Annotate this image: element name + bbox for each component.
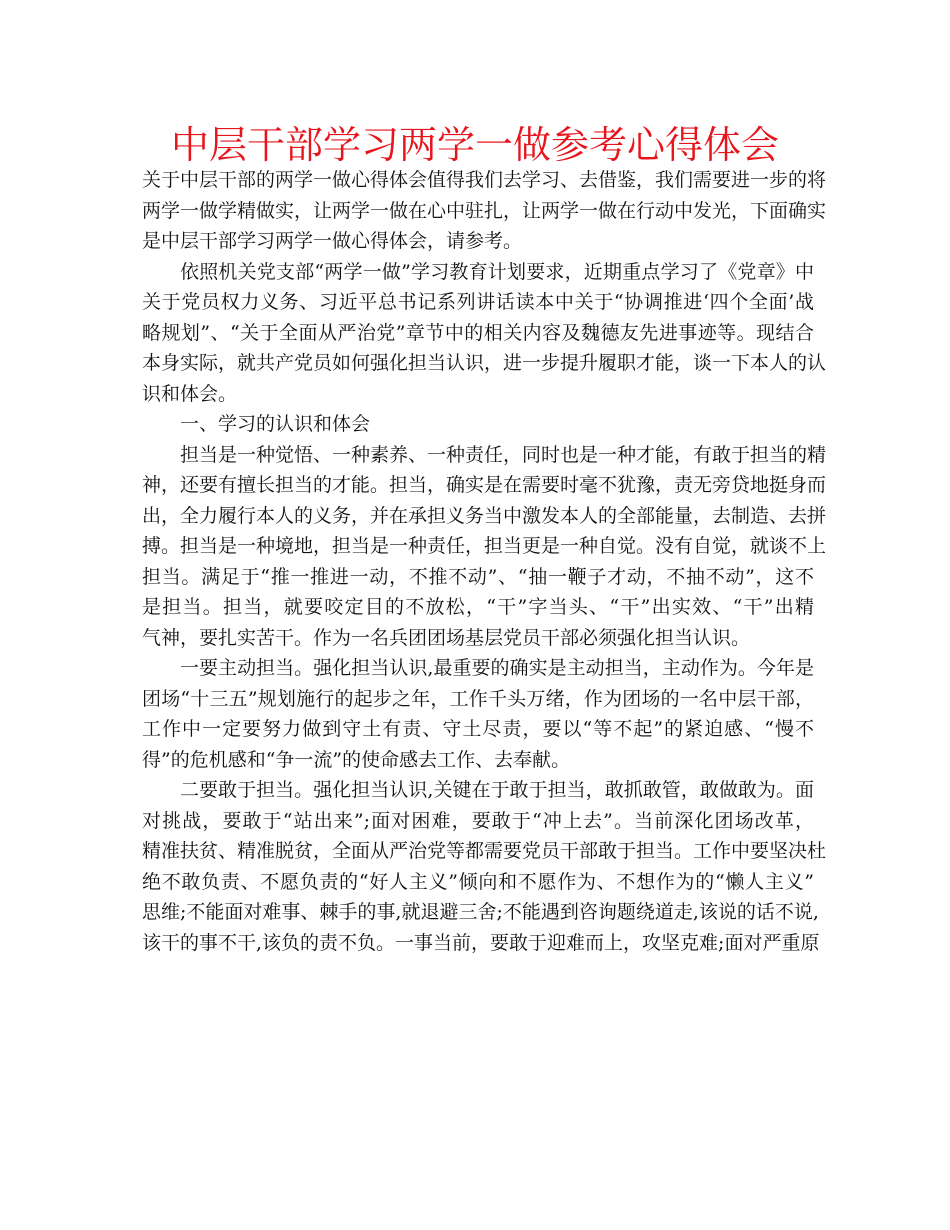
paragraph-line: 团场“十三五”规划施行的起步之年，工作千头万绪，作为团场的一名中层干部， xyxy=(142,687,814,710)
paragraph-line: 思维;不能面对难事、棘手的事,就退避三舍;不能遇到咨询题绕道走,该说的话不说, xyxy=(142,901,819,923)
document-body xyxy=(142,165,827,958)
paragraph-line: 一要主动担当。强化担当认识,最重要的确实是主动担当，主动作为。今年是 xyxy=(180,657,814,679)
paragraph-line: 担当。满足于“推一推进一动，不推不动”、“抽一鞭子才动，不抽不动”，这不 xyxy=(142,565,814,588)
paragraph-line: 关于中层干部的两学一做心得体会值得我们去学习、去借鉴，我们需要进一步的将 xyxy=(142,169,827,191)
document-title: 中层干部学习两学一做参考心得体会 xyxy=(170,123,779,167)
paragraph-line: 一、学习的认识和体会 xyxy=(180,413,371,435)
paragraph-line: 搏。担当是一种境地，担当是一种责任，担当更是一种自觉。没有自觉，就谈不上 xyxy=(142,535,827,557)
paragraph-line: 绝不敢负责、不愿负责的“好人主义”倾向和不愿作为、不想作为的“懒人主义” xyxy=(142,870,814,893)
paragraph-line: 精准扶贫、精准脱贫，全面从严治党等都需要党员干部敢于担当。工作中要坚决杜 xyxy=(142,840,827,862)
paragraph xyxy=(142,775,827,958)
paragraph xyxy=(142,653,814,775)
paragraph-line: 出，全力履行本人的义务，并在承担义务当中激发本人的全部能量，去制造、去拼 xyxy=(142,504,827,527)
paragraph xyxy=(142,409,814,440)
paragraph-line: 气神，要扎实苦干。作为一名兵团团场基层党员干部必须强化担当认识。 xyxy=(142,626,751,649)
paragraph-line: 担当是一种觉悟、一种素养、一种责任，同时也是一种才能，有敢于担当的精 xyxy=(180,443,827,466)
paragraph xyxy=(142,257,827,410)
paragraph-line: 工作中一定要努力做到守土有责、守土尽责，要以“等不起”的紧迫感、“慢不 xyxy=(142,718,814,740)
paragraph-line: 关于党员权力义务、习近平总书记系列讲话读本中关于“协调推进‘四个全面’战 xyxy=(142,291,814,313)
paragraph-line: 是中层干部学习两学一做心得体会，请参考。 xyxy=(142,230,523,252)
paragraph xyxy=(142,440,827,654)
paragraph xyxy=(142,165,827,257)
paragraph-line: 两学一做学精做实，让两学一做在心中驻扎，让两学一做在行动中发光，下面确实 xyxy=(142,199,827,222)
paragraph-line: 神，还要有擅长担当的才能。担当，确实是在需要时毫不犹豫，责无旁贷地挺身而 xyxy=(142,474,827,496)
paragraph-line: 略规划”、“关于全面从严治党”章节中的相关内容及魏德友先进事迹等。现结合 xyxy=(142,321,814,344)
paragraph-line: 对挑战，要敢于“站出来”;面对困难，要敢于“冲上去”。当前深化团场改革， xyxy=(142,809,814,832)
paragraph-line: 是担当。担当，就要咬定目的不放松，“干”字当头、“干”出实效、“干”出精 xyxy=(142,596,814,618)
paragraph-line: 依照机关党支部“两学一做”学习教育计划要求，近期重点学习了《党章》中 xyxy=(180,260,814,283)
paragraph-line: 该干的事不干,该负的责不负。一事当前，要敢于迎难而上，攻坚克难;面对严重原 xyxy=(142,931,820,954)
paragraph-line: 得”的危机感和“争一流”的使命感去工作、去奉献。 xyxy=(142,748,571,771)
paragraph-line: 识和体会。 xyxy=(142,382,238,405)
paragraph-line: 二要敢于担当。强化担当认识,关键在于敢于担当，敢抓敢管，敢做敢为。面 xyxy=(180,779,814,801)
paragraph-line: 本身实际，就共产党员如何强化担当认识，进一步提升履职才能，谈一下本人的认 xyxy=(142,352,827,374)
